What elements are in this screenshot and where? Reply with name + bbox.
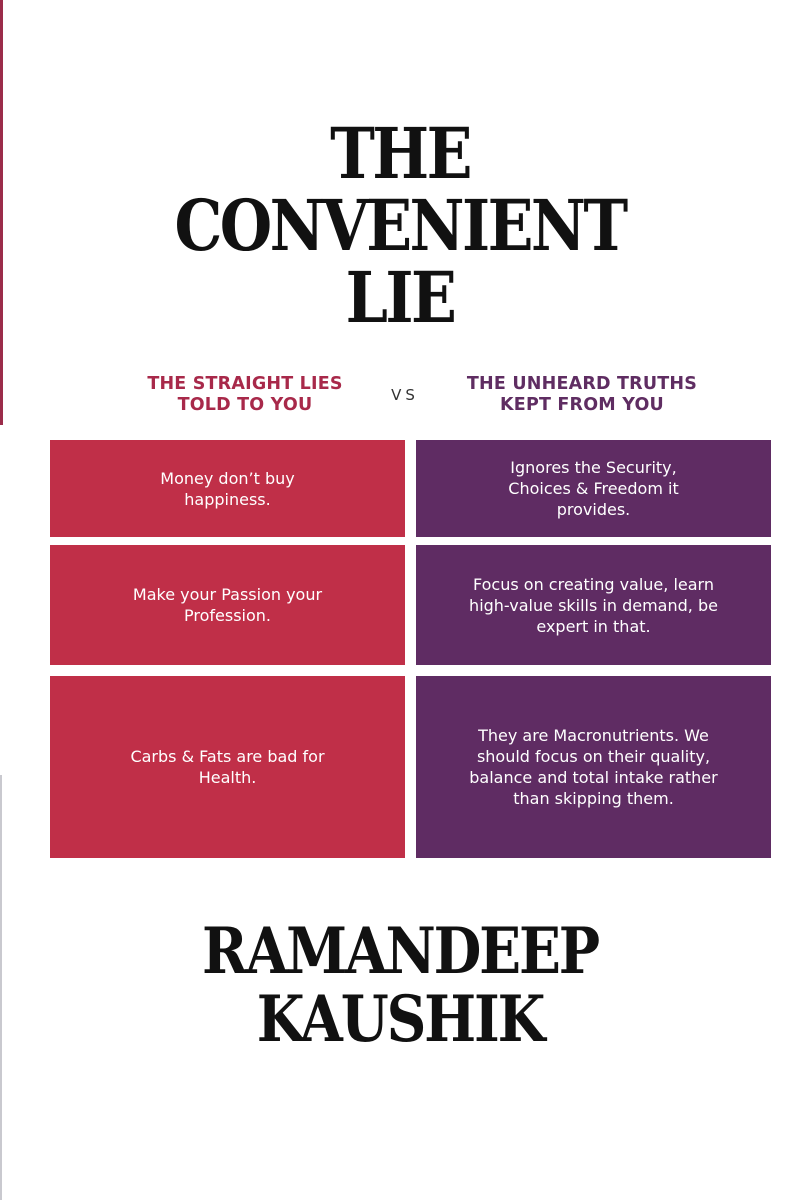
book-title xyxy=(56,112,744,339)
lies-column-heading xyxy=(95,374,395,416)
title-line-2: CONVENIENT xyxy=(174,184,626,267)
lie-text-3: Carbs & Fats are bad for Health. xyxy=(130,747,325,787)
lie-panel-2 xyxy=(50,545,405,665)
versus-label: VS xyxy=(391,386,419,404)
truths-column-heading xyxy=(432,374,732,416)
author-line-1: RAMANDEEP xyxy=(201,914,599,989)
truth-text-3: They are Macronutrients. We should focus on their quality, balance and total intake rather than skipping them. xyxy=(469,726,718,808)
lie-text-1: Money don’t buy happiness. xyxy=(160,468,295,509)
lie-panel-1 xyxy=(50,440,405,537)
left-edge-accent-line xyxy=(0,0,3,425)
lies-heading-line-1: THE STRAIGHT LIES xyxy=(147,374,343,394)
truth-text-1: Ignores the Security, Choices & Freedom it provides. xyxy=(508,458,679,519)
title-line-1: THE xyxy=(330,112,470,195)
truths-heading-line-2: KEPT FROM YOU xyxy=(500,395,664,415)
truths-heading-line-1: THE UNHEARD TRUTHS xyxy=(466,374,698,394)
lie-text-2: Make your Passion your Profession. xyxy=(132,585,323,625)
author-name xyxy=(56,914,744,1057)
title-line-3: LIE xyxy=(345,256,455,339)
truth-panel-1 xyxy=(416,440,771,537)
left-edge-light-line xyxy=(0,775,2,1200)
lie-panel-3 xyxy=(50,676,405,858)
truth-text-2: Focus on creating value, learn high-value skills in demand, be expert in that. xyxy=(469,574,718,636)
author-line-2: KAUSHIK xyxy=(256,982,544,1057)
lies-heading-line-2: TOLD TO YOU xyxy=(177,395,313,415)
truth-panel-2 xyxy=(416,545,771,665)
truth-panel-3 xyxy=(416,676,771,858)
